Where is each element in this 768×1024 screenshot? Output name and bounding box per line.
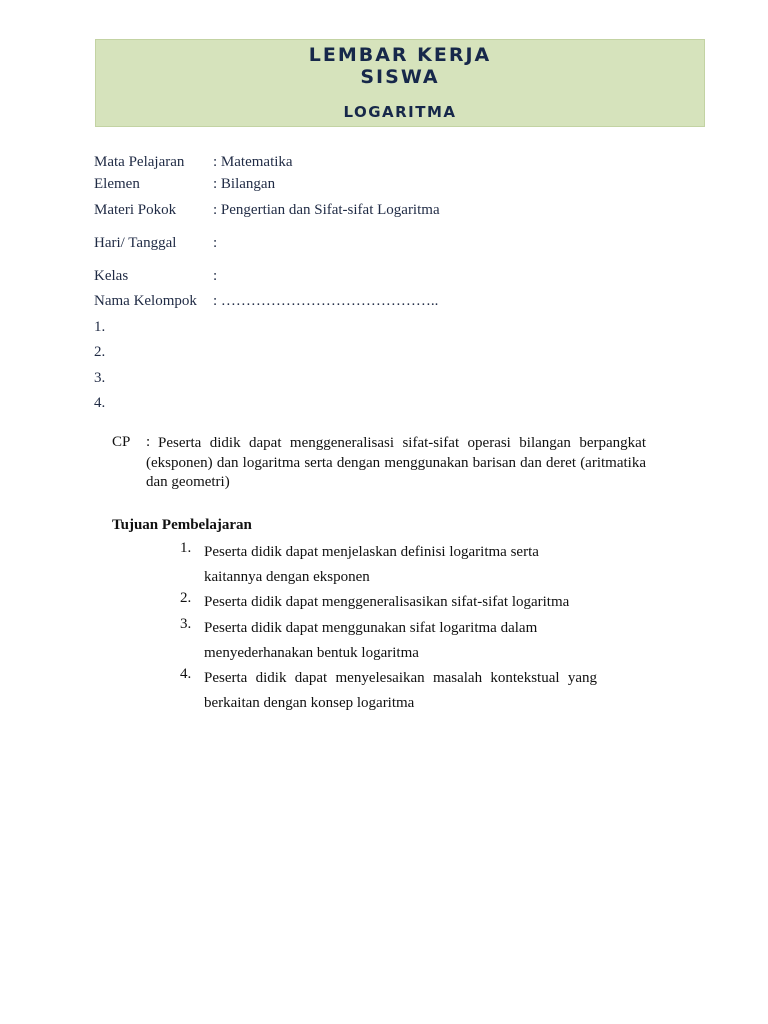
worksheet-subtitle: LOGARITMA <box>343 103 457 121</box>
info-label: Kelas <box>94 268 129 284</box>
title-line-2: SISWA <box>360 66 440 88</box>
info-elemen <box>94 176 275 193</box>
info-hari-tanggal <box>94 235 217 252</box>
info-value: : Bilangan <box>213 176 276 192</box>
tujuan-item-number: 2. <box>180 590 192 606</box>
info-label: Elemen <box>94 176 140 192</box>
info-materi-pokok <box>94 202 440 219</box>
info-label: Hari/ Tanggal <box>94 235 177 251</box>
tujuan-item-text: Peserta didik dapat menggunakan sifat logaritma dalam menyederhanakan bentuk logaritma <box>204 620 538 661</box>
tujuan-item-text: Peserta didik dapat menyelesaikan masalah kontekstual yang berkaitan dengan konsep logaritma <box>204 670 597 711</box>
member-item[interactable]: 2. <box>94 344 106 360</box>
cp-colon: : <box>146 434 151 450</box>
tujuan-heading: Tujuan Pembelajaran <box>112 517 252 533</box>
cp-label: CP <box>112 434 131 450</box>
tujuan-item <box>180 666 600 716</box>
member-item[interactable]: 4. <box>94 395 106 411</box>
info-value: : Matematika <box>213 154 293 170</box>
tujuan-item <box>180 540 600 590</box>
info-label: Nama Kelompok <box>94 293 197 309</box>
info-label: Mata Pelajaran <box>94 154 185 170</box>
member-item[interactable]: 3. <box>94 370 106 386</box>
info-value[interactable]: : <box>213 268 218 284</box>
tujuan-item <box>180 616 600 666</box>
info-value: : Pengertian dan Sifat-sifat Logaritma <box>213 202 440 218</box>
info-value[interactable]: : …………………………………….. <box>213 293 439 309</box>
tujuan-item-number: 3. <box>180 616 192 632</box>
info-mata-pelajaran <box>94 154 293 171</box>
title-line-1: LEMBAR KERJA <box>308 44 492 66</box>
tujuan-item <box>180 590 600 615</box>
member-item[interactable]: 1. <box>94 319 106 335</box>
tujuan-item-text: Peserta didik dapat menggeneralisasikan sifat-sifat logaritma <box>204 594 570 610</box>
tujuan-item-number: 1. <box>180 540 192 556</box>
info-kelas <box>94 268 217 285</box>
info-value[interactable]: : <box>213 235 218 251</box>
worksheet-title <box>96 44 704 88</box>
tujuan-item-text: Peserta didik dapat menjelaskan definisi logaritma serta kaitannya dengan eksponen <box>204 544 539 585</box>
cp-text: Peserta didik dapat menggeneralisasi sifat-sifat operasi bilangan berpangkat (eksponen) dan logaritma serta dengan menggunakan barisan dan deret (aritmatika dan geometri) <box>146 435 646 490</box>
worksheet-header <box>95 39 705 127</box>
tujuan-item-number: 4. <box>180 666 192 682</box>
info-label: Materi Pokok <box>94 202 177 218</box>
info-nama-kelompok <box>94 293 438 310</box>
